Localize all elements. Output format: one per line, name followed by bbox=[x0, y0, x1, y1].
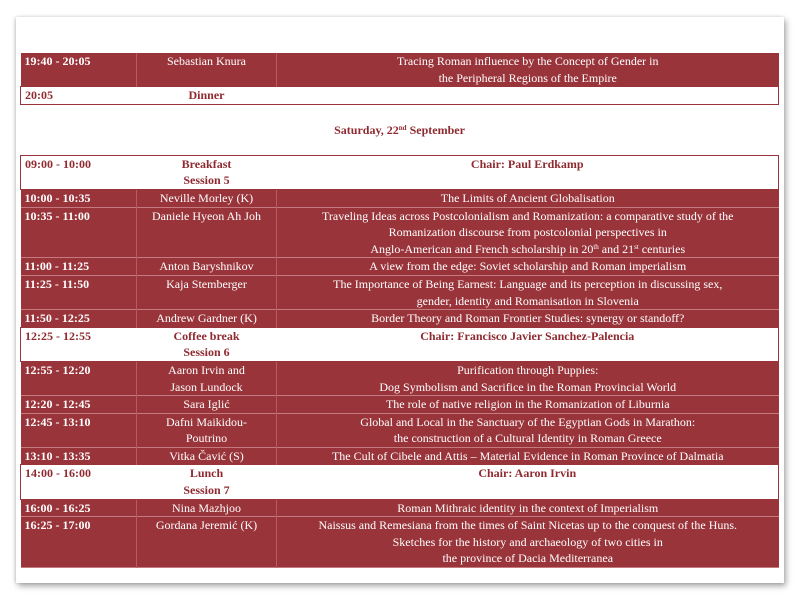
talk-row bbox=[21, 396, 779, 414]
schedule-rows-friday bbox=[21, 53, 779, 104]
talk-title: Global and Local in the Sanctuary of the Egyptian Gods in Marathon: the construction of a Cultural Identity in Roman Greece bbox=[277, 413, 779, 447]
talk-row bbox=[21, 258, 779, 276]
speaker-name: Vitka Čavić (S) bbox=[137, 447, 277, 465]
speaker-name: Dafni Maikidou- Poutrino bbox=[137, 413, 277, 447]
day-heading: Saturday, 22nd September bbox=[21, 104, 779, 155]
time-slot: 11:00 - 11:25 bbox=[21, 258, 137, 276]
speaker-name: Aaron Irvin and Jason Lundock bbox=[137, 361, 277, 395]
talk-title: Traveling Ideas across Postcolonialism and Romanization: a comparative study of the Romanization discourse from postcolonial perspectives in Anglo-American and French scholarship in 20th and 21st centuries bbox=[277, 207, 779, 258]
speaker-name: Andrew Gardner (K) bbox=[137, 310, 277, 328]
talk-title: The role of native religion in the Romanization of Liburnia bbox=[277, 396, 779, 414]
speaker-name: Sara Iglić bbox=[137, 396, 277, 414]
break-label: Breakfast Session 5 bbox=[137, 155, 277, 189]
talk-title: Border Theory and Roman Frontier Studies: synergy or standoff? bbox=[277, 310, 779, 328]
time-slot: 11:25 - 11:50 bbox=[21, 275, 137, 309]
time-slot: 16:00 - 16:25 bbox=[21, 499, 137, 517]
talk-title: The Limits of Ancient Globalisation bbox=[277, 189, 779, 207]
time-slot: 09:00 - 10:00 bbox=[21, 155, 137, 189]
talk-row bbox=[21, 310, 779, 328]
talk-title: The Importance of Being Earnest: Language and its perception in discussing sex, gender, identity and Romanisation in Slovenia bbox=[277, 275, 779, 309]
time-slot: 13:10 - 13:35 bbox=[21, 447, 137, 465]
break-label: Coffee break Session 6 bbox=[137, 327, 277, 361]
schedule-page bbox=[16, 17, 784, 583]
speaker-name: Daniele Hyeon Ah Joh bbox=[137, 207, 277, 258]
talk-row bbox=[21, 413, 779, 447]
talk-title: The Cult of Cibele and Attis – Material Evidence in Roman Province of Dalmatia bbox=[277, 447, 779, 465]
talk-title: Roman Mithraic identity in the context of Imperialism bbox=[277, 499, 779, 517]
speaker-name: Sebastian Knura bbox=[137, 53, 277, 87]
talk-row bbox=[21, 53, 779, 87]
session-chair: Chair: Francisco Javier Sanchez-Palencia bbox=[277, 327, 779, 361]
break-row bbox=[21, 465, 779, 499]
day-heading-group bbox=[21, 104, 779, 155]
time-slot: 10:00 - 10:35 bbox=[21, 189, 137, 207]
session-chair: Chair: Aaron Irvin bbox=[277, 465, 779, 499]
talk-row bbox=[21, 517, 779, 568]
break-row bbox=[21, 87, 779, 105]
talk-row bbox=[21, 447, 779, 465]
time-slot: 19:40 - 20:05 bbox=[21, 53, 137, 87]
time-slot: 11:50 - 12:25 bbox=[21, 310, 137, 328]
talk-row bbox=[21, 361, 779, 395]
break-label: Dinner bbox=[137, 87, 277, 105]
time-slot: 10:35 - 11:00 bbox=[21, 207, 137, 258]
speaker-name: Nina Mazhjoo bbox=[137, 499, 277, 517]
break-row bbox=[21, 155, 779, 189]
schedule-rows-saturday bbox=[21, 155, 779, 567]
day-heading-row bbox=[21, 104, 779, 155]
talk-row bbox=[21, 189, 779, 207]
talk-title: Tracing Roman influence by the Concept of Gender in the Peripheral Regions of the Empire bbox=[277, 53, 779, 87]
talk-row bbox=[21, 207, 779, 258]
speaker-name: Gordana Jeremić (K) bbox=[137, 517, 277, 568]
break-row bbox=[21, 327, 779, 361]
talk-title: A view from the edge: Soviet scholarship and Roman imperialism bbox=[277, 258, 779, 276]
speaker-name: Anton Baryshnikov bbox=[137, 258, 277, 276]
speaker-name: Neville Morley (K) bbox=[137, 189, 277, 207]
time-slot: 20:05 bbox=[21, 87, 137, 105]
time-slot: 14:00 - 16:00 bbox=[21, 465, 137, 499]
schedule-table bbox=[20, 53, 779, 568]
time-slot: 12:45 - 13:10 bbox=[21, 413, 137, 447]
session-chair: Chair: Paul Erdkamp bbox=[277, 155, 779, 189]
time-slot: 12:20 - 12:45 bbox=[21, 396, 137, 414]
talk-row bbox=[21, 499, 779, 517]
talk-row bbox=[21, 275, 779, 309]
talk-title: Purification through Puppies: Dog Symbolism and Sacrifice in the Roman Provincial World bbox=[277, 361, 779, 395]
time-slot: 12:55 - 12:20 bbox=[21, 361, 137, 395]
talk-title: Naissus and Remesiana from the times of Saint Nicetas up to the conquest of the Huns. Sketches for the history and archaeology of two cities in the province of Dacia Mediterranea bbox=[277, 517, 779, 568]
speaker-name: Kaja Stemberger bbox=[137, 275, 277, 309]
time-slot: 16:25 - 17:00 bbox=[21, 517, 137, 568]
session-chair bbox=[277, 87, 779, 105]
time-slot: 12:25 - 12:55 bbox=[21, 327, 137, 361]
break-label: Lunch Session 7 bbox=[137, 465, 277, 499]
